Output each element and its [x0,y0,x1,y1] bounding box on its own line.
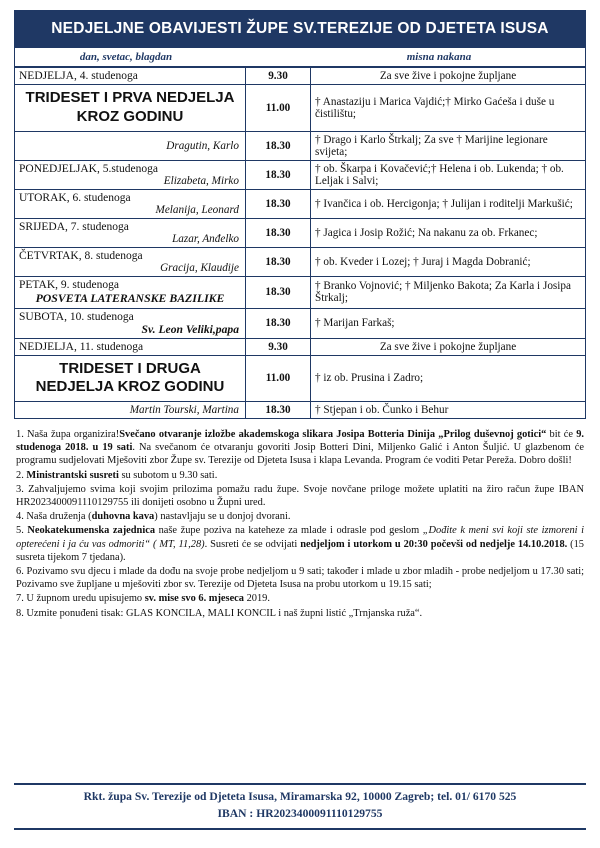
mass-intention: † Stjepan i ob. Čunko i Behur [311,402,586,419]
schedule-day-cell [15,247,246,276]
saints-label: Lazar, Anđelko [172,232,239,245]
table-row [15,218,586,247]
table-row [15,131,586,160]
mass-time: 18.30 [246,276,311,308]
footer [14,783,586,830]
mass-intention: † Jagica i Josip Rožić; Na nakanu za ob. Frkanec; [311,218,586,247]
schedule-day-cell [15,218,246,247]
feast-subtitle: POSVETA LATERANSKE BAZILIKE [35,290,225,305]
saints-label: Martin Tourski, Martina [129,404,239,416]
mass-intention: Za sve žive i pokojne župljane [311,338,586,355]
text-segment: nedjeljom i utorkom u 20:30 počevši od nedjelje 14.10.2018. [300,538,568,550]
note-8 [16,607,584,620]
mass-intention: † Branko Vojnović; † Miljenko Bakota; Za Karla i Josipa Štrkalj; [311,276,586,308]
day-label: PONEDJELJAK, 5.studenoga [19,162,158,175]
mass-time: 11.00 [246,355,311,402]
schedule-day-cell [15,338,246,355]
mass-intention: † Marijan Farkaš; [311,308,586,338]
saints-label: Gracija, Klaudije [160,261,239,274]
mass-intention: † Ivančica i ob. Hercigonja; † Julijan i roditelji Markušić; [311,189,586,218]
text-segment: su subotom u 9.30 sati. [118,469,218,481]
text-segment: . Na svečanom će otvaranju govoriti Josip Botteri Dini, Miljenko Galić i Anton Šuljić. U glazbenom će programu sudjelovati Mješoviti zbor Župe sv. Terezije od Djeteta Isusa i klapa Levanda. Program će voditi Petar Pereža. Dobro došli! [16,442,584,467]
mass-time: 18.30 [246,160,311,189]
table-column-headers [14,48,586,67]
day-label: ČETVRTAK, 8. studenoga [19,249,143,262]
mass-intention: † Anastaziju i Marica Vajdić;† Mirko Gaćeša i duše u čistilištu; [311,85,586,132]
day-label: PETAK, 9. studenoga [19,278,120,291]
text-segment: 9. studenoga 2018. u 19 sati [16,429,584,454]
text-segment: sv. mise svo 6. mjeseca [144,593,244,605]
table-row [15,355,586,402]
text-segment: duhovna kava [91,511,155,523]
text-segment: naše župe poziva na kateheze za mlade i odrasle pod geslom [155,525,423,537]
mass-time: 11.00 [246,85,311,132]
note-4 [16,510,584,523]
table-row [15,276,586,308]
saints-label: Melanija, Leonard [155,203,239,216]
table-row [15,85,586,132]
note-2 [16,469,584,482]
text-segment: . Susreti će se odvijati [204,538,301,550]
schedule-day-cell [15,276,246,308]
mass-intention: † ob. Škarpa i Kovačević;† Helena i ob. Lukenda; † ob. Leljak i Salvi; [311,160,586,189]
day-label: UTORAK, 6. studenoga [19,191,131,204]
day-label: SRIJEDA, 7. studenoga [19,220,129,233]
schedule-day-cell [15,308,246,338]
text-segment: 5. [16,525,28,537]
sunday-title: TRIDESET I PRVA NEDJELJA KROZ GODINU [25,89,235,125]
text-segment: bit će [546,429,577,440]
schedule-day-cell [15,355,246,402]
schedule-day-cell [15,402,246,419]
table-row [15,247,586,276]
mass-time: 9.30 [246,68,311,85]
mass-intention: † Drago i Karlo Štrkalj; Za sve † Marijine legionare svijeta; [311,131,586,160]
mass-intention: † iz ob. Prusina i Zadro; [311,355,586,402]
saints-label: Dragutin, Karlo [166,139,239,152]
day-label: SUBOTA, 10. studenoga [19,310,134,323]
text-segment: 1. Naša župa organizira! [16,429,120,440]
footer-address: Rkt. župa Sv. Terezije od Djeteta Isusa, Miramarska 92, 10000 Zagreb; tel. 01/ 6170 525 [83,790,517,804]
mass-time: 18.30 [246,189,311,218]
column-header-intention: misna nakana [406,51,472,63]
text-segment: Neokatekumenska zajednica [27,525,156,537]
text-segment: Ministrantski susreti [26,469,119,481]
mass-intention: Za sve žive i pokojne župljane [311,68,586,85]
note-1 [16,428,584,468]
mass-intention: † ob. Kveder i Lozej; † Juraj i Magda Dobranić; [311,247,586,276]
text-segment: 7. U župnom uredu upisujemo [16,593,145,605]
mass-schedule-table [14,67,586,419]
saints-label: Elizabeta, Mirko [163,174,239,187]
text-segment: 4. Naša druženja ( [16,511,92,523]
text-segment: 6. Pozivamo svu djecu i mlade da dođu na svoje probe nedjeljom u 9 sati; također i mlade u zbor mladih - probe nedjeljom u 17.30 sati; Pozivamo sve župljane u mješoviti zbor sv. Terezije od Djeteta Isusa na probu utorkom u 19.15 sati; [16,566,584,591]
column-header-day: dan, svetac, blagdan [79,51,173,63]
day-label: NEDJELJA, 4. studenoga [19,70,138,82]
page-title: NEDJELJNE OBAVIJESTI ŽUPE SV.TEREZIJE OD DJETETA ISUSA [14,10,586,48]
text-segment: 2019. [244,593,270,605]
text-segment: 8. Uzmite ponuđeni tisak: GLAS KONCILA, MALI KONCIL i naš župni listić „Trnjanska ruža“. [16,607,423,619]
mass-time: 18.30 [246,247,311,276]
mass-time: 9.30 [246,338,311,355]
schedule-day-cell [15,160,246,189]
schedule-day-cell [15,85,246,132]
text-segment: (15 susreta tijekom 7 tjedana). [16,538,584,563]
mass-time: 18.30 [246,131,311,160]
table-row [15,160,586,189]
text-segment: 2. [16,469,27,481]
mass-time: 18.30 [246,308,311,338]
note-3 [16,483,584,509]
schedule-day-cell [15,131,246,160]
table-row [15,308,586,338]
sunday-title: TRIDESET I DRUGA NEDJELJA KROZ GODINU [35,359,225,396]
text-segment: „Dođite k meni svi koji ste izmoreni i opterećeni i ja ću vas odmoriti“ ( MT, 11,28) [16,525,585,550]
table-row [15,68,586,85]
footer-rule-top [14,783,586,785]
saints-label: Sv. Leon Veliki,papa [141,322,239,336]
footer-rule-bottom [14,828,586,830]
text-segment: ) nastavljaju se u donjoj dvorani. [154,511,291,523]
mass-time: 18.30 [246,402,311,419]
table-row [15,338,586,355]
table-row [15,402,586,419]
text-segment: Svečano otvaranje izložbe akademskoga slikara Josipa Botteria Dinija „Prilog duševnoj gotici“ [119,429,547,440]
footer-iban: IBAN : HR2023400091110129755 [217,807,383,821]
text-segment: 3. Zahvaljujemo svima koji svojim prilozima pomažu radu župe. Svoje novčane priloge možete uplatiti na žiro račun župe IBAN HR2023400091110129755 ili donijeti osobno u Župni ured. [16,483,584,509]
day-label: NEDJELJA, 11. studenoga [19,340,144,353]
note-6 [16,565,584,591]
mass-time: 18.30 [246,218,311,247]
schedule-day-cell [15,189,246,218]
note-5 [16,524,584,564]
note-7 [16,592,584,605]
table-row [15,189,586,218]
schedule-day-cell [15,68,246,85]
announcements-list [14,428,586,620]
